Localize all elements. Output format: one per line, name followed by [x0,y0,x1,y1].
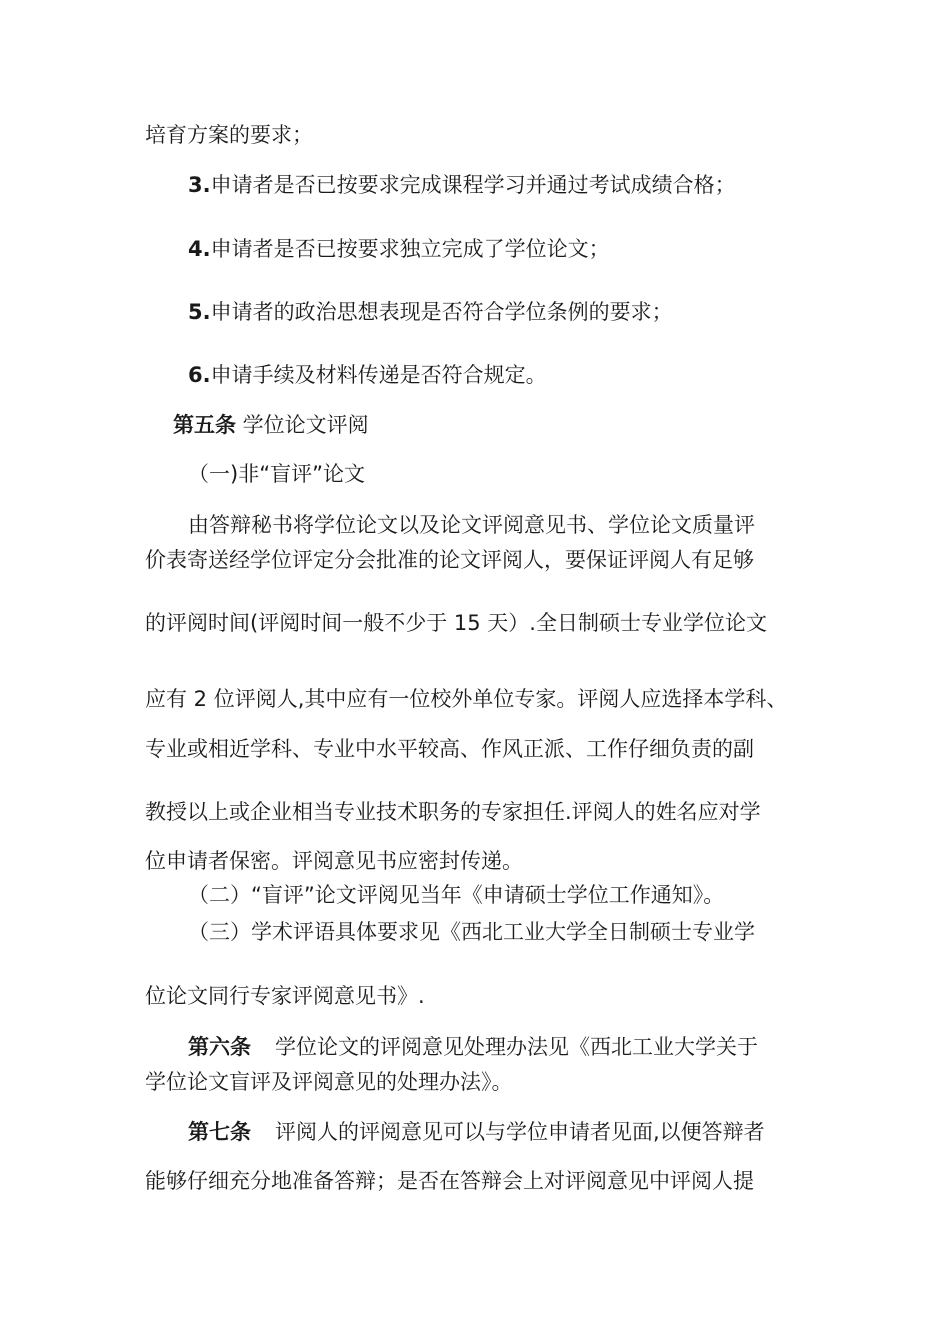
paragraph-line: 由答辩秘书将学位论文以及论文评阅意见书、学位论文质量评 [188,513,755,537]
list-item-5 [188,297,673,327]
paragraph-line: 位申请者保密。评阅意见书应密封传递。 [145,849,523,873]
paragraph-line: 教授以上或企业相当专业技术职务的专家担任.评阅人的姓名应对学 [145,800,761,824]
article-label: 第五条 [173,413,236,437]
text-line: 培育方案的要求； [145,123,313,147]
list-number: 6. [188,363,211,387]
list-item-3 [188,170,736,200]
article-5-heading [173,410,369,440]
paragraph-line: 价表寄送经学位评定分会批准的论文评阅人，要保证评阅人有足够 [145,548,754,572]
subsection-line: （二）“盲评”论文评阅见当年《申请硕士学位工作通知》。 [188,883,725,907]
article-title: 学位论文评阅 [236,413,369,437]
article-label: 第七条 [188,1120,251,1144]
list-item-4 [188,234,610,264]
article-label: 第六条 [188,1035,251,1059]
paragraph-line: 的评阅时间(评阅时间一般不少于 15 天）.全日制硕士专业学位论文 [145,611,767,635]
list-item-text: 申请者的政治思想表现是否符合学位条例的要求； [210,300,673,324]
paragraph-line: 位论文同行专家评阅意见书》. [145,984,425,1008]
subsection-line: （三）学术评语具体要求见《西北工业大学全日制硕士专业学 [188,920,755,944]
paragraph-line: 应有 2 位评阅人,其中应有一位校外单位专家。评阅人应选择本学科、 [145,687,788,711]
subsection-heading: （一)非“盲评”论文 [188,462,365,486]
article-text: 评阅人的评阅意见可以与学位申请者见面,以便答辩者 [275,1120,765,1144]
article-text: 学位论文的评阅意见处理办法见《西北工业大学关于 [275,1035,758,1059]
list-number: 5. [188,300,211,324]
list-item-text: 申请手续及材料传递是否符合规定。 [210,363,547,387]
paragraph-line: 专业或相近学科、专业中水平较高、作风正派、工作仔细负责的副 [145,737,754,761]
list-item-6 [188,360,547,390]
list-number: 4. [188,237,211,261]
article-6-line [188,1032,758,1062]
paragraph-line: 能够仔细充分地准备答辩；是否在答辩会上对评阅意见中评阅人提 [145,1169,754,1193]
list-number: 3. [188,173,211,197]
article-7-line [188,1117,765,1147]
paragraph-line: 学位论文盲评及评阅意见的处理办法》。 [145,1070,513,1094]
list-item-text: 申请者是否已按要求完成课程学习并通过考试成绩合格； [210,173,736,197]
list-item-text: 申请者是否已按要求独立完成了学位论文； [210,237,610,261]
